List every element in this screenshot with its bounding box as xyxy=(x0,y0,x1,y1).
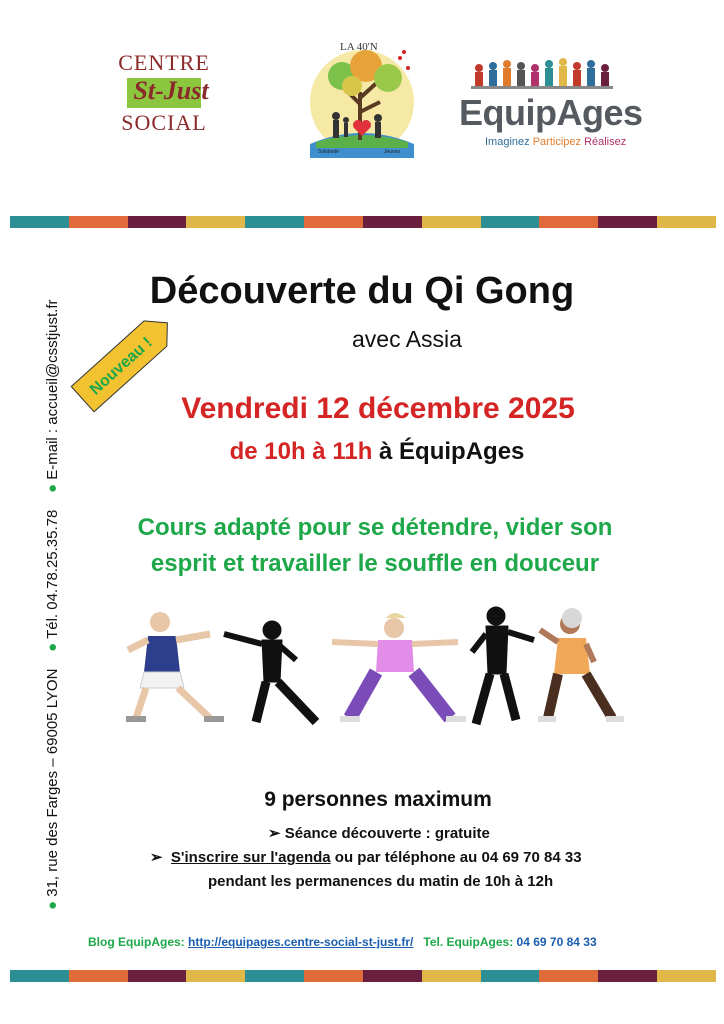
stripe-segment xyxy=(69,970,128,982)
stripe-segment xyxy=(245,216,304,228)
stripe-segment xyxy=(598,970,657,982)
stripe-segment xyxy=(422,970,481,982)
people-illustration-icon xyxy=(467,50,617,95)
logo-line-centre: CENTRE xyxy=(118,50,210,75)
stripe-segment xyxy=(363,216,422,228)
bullet-text: ou par téléphone au 04 69 70 84 33 xyxy=(330,849,582,866)
centre-social-logo xyxy=(108,50,220,154)
stripe-segment xyxy=(539,970,598,982)
bullet-registration xyxy=(150,848,582,866)
figure-elderly-man xyxy=(126,612,224,722)
green-dot-icon: ● xyxy=(44,642,61,652)
event-description xyxy=(0,510,724,582)
equipages-tagline xyxy=(485,136,626,148)
footer-contact xyxy=(88,935,597,949)
stripe-segment xyxy=(128,970,187,982)
tel-number: 04 69 70 84 33 xyxy=(516,935,597,949)
page-subtitle: avec Assia xyxy=(352,326,462,352)
agenda-link[interactable]: S'inscrire sur l'agenda xyxy=(170,849,331,866)
stripe-segment xyxy=(657,970,716,982)
blog-link[interactable]: http://equipages.centre-social-st-just.fr/ xyxy=(188,935,414,949)
la40n-footer-right: Jeunes xyxy=(384,149,401,155)
sidebar-email: E-mail : accueil@csstjust.fr xyxy=(44,299,61,480)
bottom-color-stripe xyxy=(10,970,716,982)
stripe-segment xyxy=(481,216,540,228)
green-dot-icon: ● xyxy=(44,483,61,493)
max-participants: 9 personnes maximum xyxy=(264,788,492,811)
stripe-segment xyxy=(657,216,716,228)
stripe-segment xyxy=(69,216,128,228)
stripe-segment xyxy=(186,216,245,228)
arrowhead-bullet-icon: ➢ xyxy=(150,849,163,866)
tagline-participez: Participez xyxy=(532,136,581,148)
description-line: esprit et travailler le souffle en douceur xyxy=(150,550,600,577)
blog-label: Blog EquipAges: xyxy=(88,935,185,949)
figure-woman-pink xyxy=(332,613,466,722)
tel-label: Tel. EquipAges: xyxy=(423,935,514,949)
equipages-logo xyxy=(455,50,643,155)
stripe-segment xyxy=(10,970,69,982)
tagline-realisez: Réalisez xyxy=(584,136,627,148)
figure-woman-orange xyxy=(538,608,624,722)
la40n-title: LA 40'N xyxy=(340,41,378,53)
la40n-footer-left: Solidarité xyxy=(318,149,339,155)
figure-silhouette xyxy=(472,607,534,724)
description-line: Cours adapté pour se détendre, vider son xyxy=(137,514,613,541)
event-date: Vendredi 12 décembre 2025 xyxy=(181,392,575,425)
badge-text: Nouveau ! xyxy=(86,334,156,399)
bullet-free-session xyxy=(268,824,490,842)
logo-line-stjust: St-Just xyxy=(133,76,209,105)
stripe-segment xyxy=(128,216,187,228)
bullet-permanences: pendant les permanences du matin de 10h à 12h xyxy=(208,873,554,890)
stripe-segment xyxy=(422,216,481,228)
stripe-segment xyxy=(539,216,598,228)
la40n-logo xyxy=(296,32,428,164)
stripe-segment xyxy=(245,970,304,982)
figure-silhouette xyxy=(224,621,316,722)
equipages-wordmark: EquipAges xyxy=(459,92,643,133)
logo-line-social: SOCIAL xyxy=(121,110,207,135)
sidebar-address: 31, rue des Farges – 69005 LYON xyxy=(44,668,61,897)
sidebar-phone: Tél. 04.78.25.35.78 xyxy=(44,509,61,639)
qigong-figures-illustration xyxy=(120,600,640,730)
stripe-segment xyxy=(186,970,245,982)
stripe-segment xyxy=(304,216,363,228)
top-color-stripe xyxy=(10,216,716,228)
stripe-segment xyxy=(363,970,422,982)
green-dot-icon: ● xyxy=(44,900,61,910)
arrowhead-bullet-icon: ➢ xyxy=(268,825,281,842)
stripe-segment xyxy=(304,970,363,982)
page-title: Découverte du Qi Gong xyxy=(149,270,575,312)
stripe-segment xyxy=(10,216,69,228)
stripe-segment xyxy=(481,970,540,982)
time-range: de 10h à 11h xyxy=(229,438,373,465)
logo-green-block xyxy=(127,76,209,108)
event-time xyxy=(0,438,724,466)
time-location: à ÉquipAges xyxy=(379,438,525,465)
stripe-segment xyxy=(598,216,657,228)
tagline-imaginez: Imaginez xyxy=(485,136,530,148)
contact-sidebar xyxy=(44,260,68,910)
bullet-text: Séance découverte : gratuite xyxy=(284,825,490,842)
